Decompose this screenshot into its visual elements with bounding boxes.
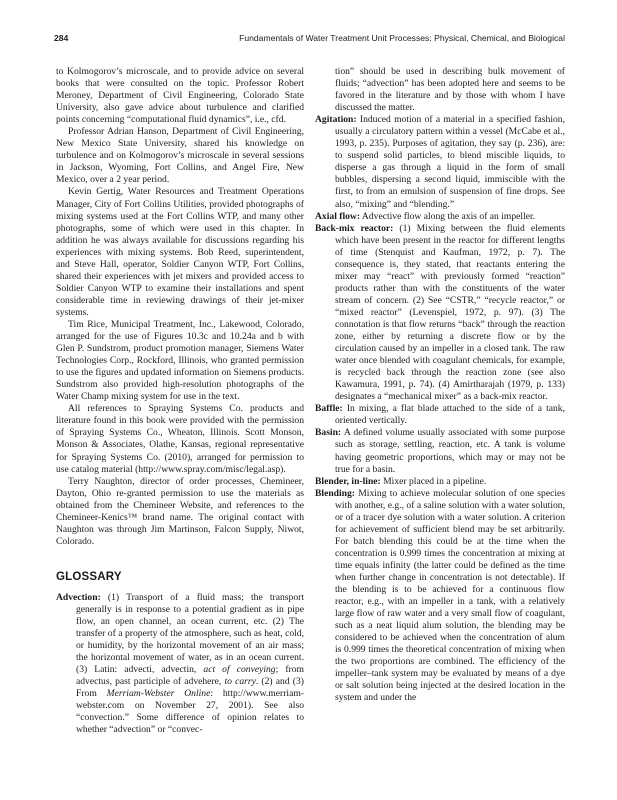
glossary-definition: (1) Mixing between the fluid elements which have been present in the reactor for different lengths of time (Stenquist and Kaufman, 1972, p. 7). The consequence is, they stated, that reactants entering the mixer may “react” with previously formed “reaction” products rather than with the constituents of the water stream of concern. (2) See “CSTR,” “recycle reactor,” or “mixed reactor” (Levenspiel, 1972, p. 97). (3) The connotation is that flow returns “back” through the reaction zone, either by returning a discrete flow or by the circulation caused by an impeller in a closed tank. The raw water once blended with coagulant chemicals, for example, is recycled back through the reaction zone (see also Kawamura, 1991, p. 74). (4) Amirtharajah (1979, p. 133) designates a “mechanical mixer” as a back-mix reactor. <box>335 222 565 403</box>
glossary-definition: Induced motion of a material in a specified fashion, usually a circulatory pattern within a vessel (McCabe et al., 1993, p. 235). Purposes of agitation, they say (p. 236), are: to suspend solid particles, to blend miscible liquids, to disperse a gas through a liquid in the form of small bubbles, dispersing a second liquid, immiscible with the first, to from an emulsion of suspension of fine drops. See also, “mixing” and “blending.” <box>335 114 565 210</box>
ack-paragraph: All references to Spraying Systems Co. products and literature found in this book were provided with the permission of Spraying Systems Co., Wheaton, Illinois. Scott Monson, Monson & Associates, Olathe, Kansas, regional representative for Spraying Systems Co. (2010), arranged for permission to use catalog material (http://www.spray.com/misc/legal.asp). <box>56 403 304 475</box>
glossary-italic: to carry <box>224 676 256 688</box>
glossary-definition: Advective flow along the axis of an impeller. <box>360 210 536 222</box>
ack-paragraph: Kevin Gertig, Water Resources and Treatment Operations Manager, City of Fort Collins Utilities, provided photographs of mixing systems used at the Fort Collins WTP, and many other photographs, some of which were used in this chapter. In addition he was always available for discussions regarding his experiences with mixing systems. Bob Reed, superintendent, and Steve Hall, operator, Soldier Canyon WTP, Fort Collins, shared their experiences with jet mixers and provided access to Soldier Canyon WTP to examine their installations and spent considerable time in reviewing drawings of their jet-mixer systems. <box>56 186 304 318</box>
ack-paragraph: Professor Adrian Hanson, Department of Civil Engineering, New Mexico State University, shared his knowledge on turbulence and on Kolmogorov’s microscale in several sessions in Jackson, Wyoming, Fort Collins, and Angel Fire, New Mexico, over a 2 year period. <box>56 126 304 186</box>
page-number: 284 <box>54 33 69 43</box>
glossary-entry-axial-flow <box>315 211 565 223</box>
ack-paragraph: Tim Rice, Municipal Treatment, Inc., Lakewood, Colorado, arranged for the use of Figures 10.3c and 10.24a and b with Glen P. Sundstrom, product promotion manager, Siemens Water Technologies Corp., Rockford, Illinois, who granted permission to use the figures and updated information on Siemens products. Sundstrom also provided high-resolution photographs of the Water Champ mixing system for use in the text. <box>56 318 304 403</box>
glossary-definition: (1) Transport of a fluid mass; the transport generally is in response to a potential gradient as in pipe flow, an open channel, an ocean current, etc. (2) The transfer of a property of the atmosphere, such as heat, cold, or humidity, by the horizontal movement of an air mass; the horizontal movement of water, as in an ocean current. (3) Latin: advecti, advectin, <box>76 591 304 676</box>
ack-paragraph: to Kolmogorov’s microscale, and to provide advice on several books that were consulted on the topic. Professor Robert Meroney, Department of Civil Engineering, Colorado State University, also gave advice about turbulence and clarified points concerning “computational fluid dynamics”, i.e., cfd. <box>56 66 304 126</box>
glossary-term: Blending: <box>315 487 355 499</box>
glossary-entry-basin <box>315 427 565 475</box>
ack-paragraph: Terry Naughton, director of order processes, Chemineer, Dayton, Ohio re-granted permission to use the materials as obtained from the Chemineer Website, and references to the Chemineer-Kenics™ brand name. The original contact with Naughton was through Jim Martinson, Falcon Supply, Niwot, Colorado. <box>56 475 304 547</box>
glossary-term: Advection: <box>56 591 101 603</box>
glossary-term: Agitation: <box>315 114 357 126</box>
glossary-definition: : http://www.merriam-webster.com on November 27, 2001). See also “convection.” Some difference of opinion relates to whether “advection” or “convec- <box>76 688 304 736</box>
left-column <box>56 66 304 736</box>
glossary-heading: GLOSSARY <box>56 570 122 583</box>
glossary-definition: ; from advectus, past participle of advehere, <box>76 664 304 688</box>
glossary-entry-continuation: tion” should be used in describing bulk movement of fluids; “advection” has been adopted here and seems to be favored in the literature and by those with whom I have discussed the matter. <box>335 66 565 114</box>
glossary-entry-blender-in-line <box>315 476 565 488</box>
glossary-definition: Mixing to achieve molecular solution of one species with another, e.g., of a saline solution with a water solution, or of a tracer dye solution with a water solution. A criterion for achievement of sufficient blend may be set arbitrarily. For batch blending this could be at the time when the concentration is 0.999 times the concentration at mixing at time equals infinity (the latter could be defined as the time when further change in concentration is not detectable). If the blending is to be achieved for a continuous flow reactor, e.g., with an impeller in a tank, with a relatively large flow of raw water and a very small flow of coagulant, such as a neat liquid alum solution, the blending may be considered to be achieved when the concentration of alum is 0.999 times the theoretical concentration of mixing when the two proportions are combined. The efficiency of the impeller–tank system may be evaluated by means of a dye or salt solution being injected at the desired location in the system and under the <box>335 487 565 704</box>
glossary-definition: In mixing, a flat blade attached to the side of a tank, oriented vertically. <box>335 403 565 427</box>
glossary-term: Baffle: <box>315 403 343 415</box>
glossary-term: Axial flow: <box>315 210 361 222</box>
glossary-entry-back-mix-reactor <box>315 223 565 404</box>
glossary-definition: Mixer placed in a pipeline. <box>380 475 487 487</box>
glossary-term: Basin: <box>315 427 342 439</box>
running-header <box>54 33 565 47</box>
glossary-definition: A defined volume usually associated with some purpose such as storage, settling, reaction, etc. A tank is volume having geometric proportions, which may or may not be true for a basin. <box>335 427 565 475</box>
glossary-italic: act of conveying <box>203 664 276 676</box>
right-column <box>315 66 565 704</box>
glossary-entry-baffle <box>315 403 565 427</box>
glossary-term: Back-mix reactor: <box>315 222 394 234</box>
glossary-entry-blending <box>315 488 565 705</box>
glossary-italic: Merriam-Webster Online <box>106 688 211 700</box>
glossary-entry-advection <box>56 592 304 737</box>
glossary-entry-agitation <box>315 114 565 210</box>
running-title: Fundamentals of Water Treatment Unit Processes: Physical, Chemical, and Biological <box>239 33 565 43</box>
glossary-term: Blender, in-line: <box>315 475 381 487</box>
glossary-definition: . (2) and (3) From <box>76 676 304 700</box>
